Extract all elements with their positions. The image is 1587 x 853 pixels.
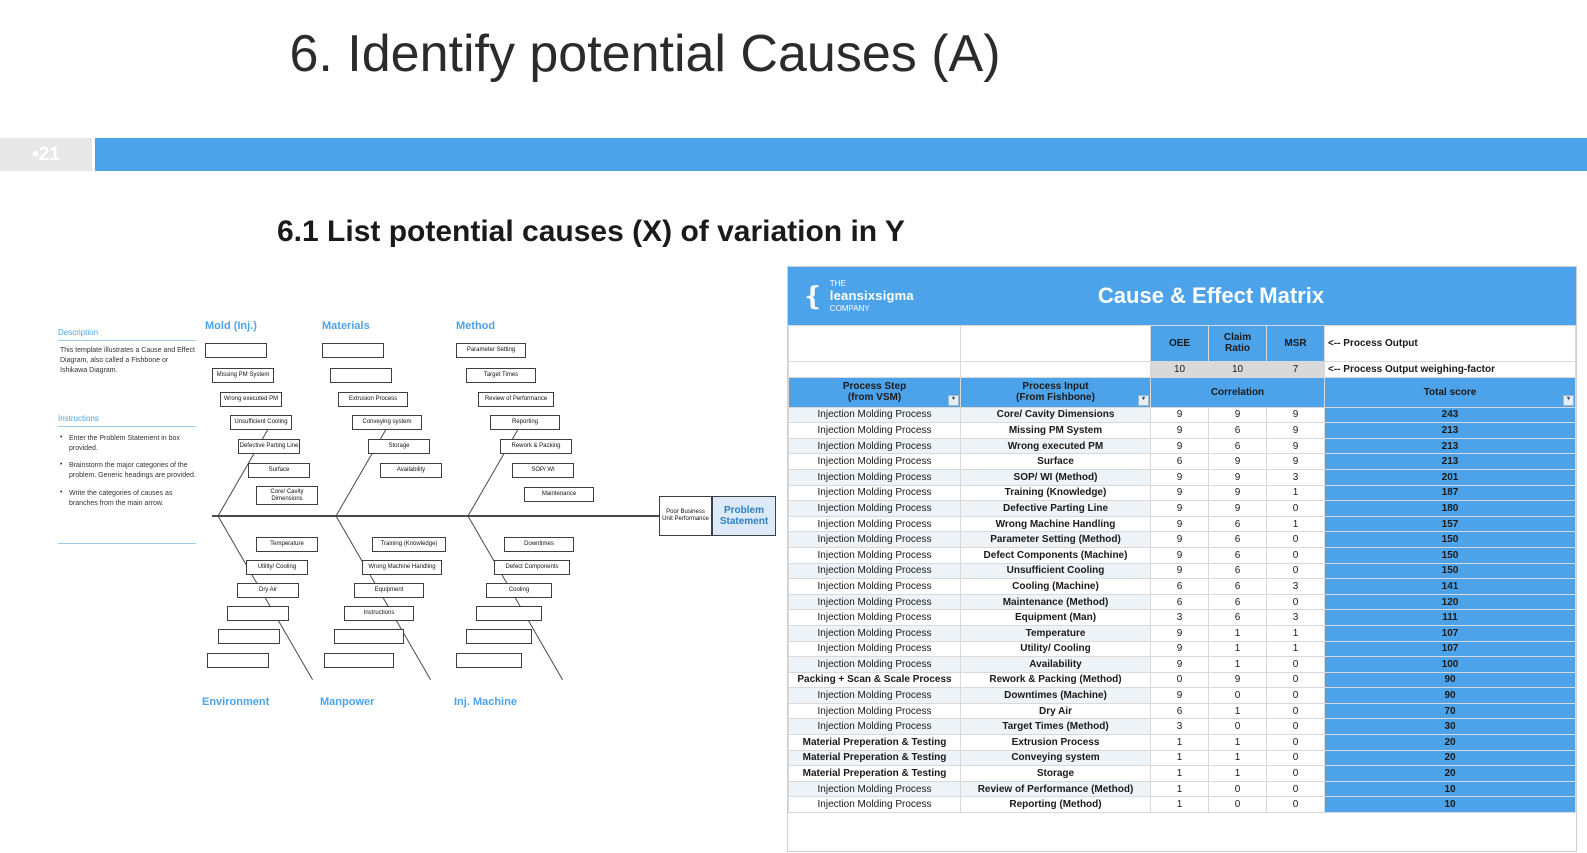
cell-correlation-claim: 9 — [1209, 407, 1267, 423]
cause-box — [218, 629, 280, 644]
cell-correlation-msr: 3 — [1267, 469, 1325, 485]
cell-process-input: Review of Performance (Method) — [961, 781, 1151, 797]
cell-total-score: 213 — [1325, 423, 1576, 439]
cell-process-input: Dry Air — [961, 703, 1151, 719]
cause-box: Conveying system — [352, 415, 422, 430]
column-header-total-score[interactable] — [1325, 377, 1576, 407]
cell-correlation-msr: 1 — [1267, 625, 1325, 641]
cell-correlation-msr: 0 — [1267, 735, 1325, 751]
cell-correlation-oee: 6 — [1151, 703, 1209, 719]
cell-total-score: 213 — [1325, 454, 1576, 470]
output-header-oee: OEE — [1151, 326, 1209, 362]
cell-correlation-oee: 9 — [1151, 407, 1209, 423]
cause-box: Cooling — [486, 583, 552, 598]
filter-icon[interactable]: ▾ — [1563, 395, 1574, 406]
cell-process-step: Packing + Scan & Scale Process — [789, 672, 961, 688]
cell-process-step: Injection Molding Process — [789, 485, 961, 501]
cause-box — [324, 653, 394, 668]
cell-correlation-msr: 0 — [1267, 594, 1325, 610]
cell-correlation-msr: 3 — [1267, 579, 1325, 595]
cell-total-score: 213 — [1325, 438, 1576, 454]
cell-total-score: 100 — [1325, 657, 1576, 673]
cell-correlation-claim: 6 — [1209, 438, 1267, 454]
cause-box: Surface — [248, 463, 310, 478]
filter-icon[interactable]: ▾ — [1138, 395, 1149, 406]
cell-correlation-oee: 9 — [1151, 532, 1209, 548]
logo-mark-icon: ❴ — [802, 281, 824, 311]
column-header-process-step[interactable] — [789, 377, 961, 407]
category-label-mold: Mold (Inj.) — [205, 320, 257, 332]
cause-effect-matrix — [787, 266, 1577, 852]
problem-statement-box: Problem Statement — [712, 496, 776, 536]
table-row — [789, 657, 1576, 673]
cell-correlation-claim: 1 — [1209, 657, 1267, 673]
cell-correlation-msr: 0 — [1267, 703, 1325, 719]
cell-correlation-claim: 9 — [1209, 672, 1267, 688]
cell-correlation-claim: 0 — [1209, 781, 1267, 797]
cell-correlation-msr: 9 — [1267, 438, 1325, 454]
cause-box: Missing PM System — [212, 368, 274, 383]
cell-correlation-oee: 3 — [1151, 719, 1209, 735]
cell-process-step: Injection Molding Process — [789, 610, 961, 626]
table-row — [789, 547, 1576, 563]
cell-process-input: Conveying system — [961, 750, 1151, 766]
description-rule — [58, 340, 196, 341]
cell-process-step: Injection Molding Process — [789, 438, 961, 454]
table-row — [789, 703, 1576, 719]
column-header-process-input[interactable] — [961, 377, 1151, 407]
cell-correlation-claim: 6 — [1209, 579, 1267, 595]
cell-correlation-claim: 9 — [1209, 485, 1267, 501]
cell-correlation-msr: 0 — [1267, 719, 1325, 735]
cell-correlation-oee: 1 — [1151, 750, 1209, 766]
cell-total-score: 150 — [1325, 532, 1576, 548]
cell-correlation-msr: 0 — [1267, 781, 1325, 797]
cell-correlation-oee: 1 — [1151, 766, 1209, 782]
cause-box: Dry Air — [237, 583, 299, 598]
table-row — [789, 625, 1576, 641]
column-header-process-input-line2: (From Fishbone) — [1016, 392, 1095, 404]
cause-box: Utility/ Cooling — [246, 560, 308, 575]
cause-box — [205, 343, 267, 358]
cell-total-score: 107 — [1325, 641, 1576, 657]
matrix-header — [788, 267, 1576, 325]
table-row — [789, 438, 1576, 454]
cell-correlation-msr: 0 — [1267, 766, 1325, 782]
cell-process-step: Material Preperation & Testing — [789, 750, 961, 766]
table-row — [789, 688, 1576, 704]
cell-correlation-msr: 0 — [1267, 563, 1325, 579]
cell-correlation-oee: 9 — [1151, 657, 1209, 673]
column-header-process-step-line1: Process Step — [842, 381, 907, 393]
table-row — [789, 797, 1576, 813]
table-row-weighting — [789, 362, 1576, 378]
cell-process-step: Material Preperation & Testing — [789, 735, 961, 751]
category-label-environment: Environment — [202, 696, 270, 708]
cell-total-score: 180 — [1325, 501, 1576, 517]
matrix-rows-body — [789, 407, 1576, 812]
cause-box — [207, 653, 269, 668]
cell-process-step: Injection Molding Process — [789, 469, 961, 485]
cell-process-step: Injection Molding Process — [789, 688, 961, 704]
table-row — [789, 719, 1576, 735]
cell-correlation-oee: 1 — [1151, 781, 1209, 797]
cell-correlation-claim: 1 — [1209, 625, 1267, 641]
cell-total-score: 150 — [1325, 547, 1576, 563]
cell-process-input: Unsufficient Cooling — [961, 563, 1151, 579]
table-row — [789, 750, 1576, 766]
category-label-manpower: Manpower — [320, 696, 375, 708]
table-row — [789, 469, 1576, 485]
cell-correlation-oee: 9 — [1151, 501, 1209, 517]
cause-box: Defect Components — [494, 560, 570, 575]
cell-correlation-claim: 6 — [1209, 532, 1267, 548]
cell-total-score: 141 — [1325, 579, 1576, 595]
table-row-output-header — [789, 326, 1576, 362]
cell-correlation-oee: 9 — [1151, 423, 1209, 439]
cell-correlation-claim: 9 — [1209, 469, 1267, 485]
cell-process-step: Injection Molding Process — [789, 657, 961, 673]
column-header-correlation: Correlation — [1151, 377, 1325, 407]
cell-total-score: 20 — [1325, 766, 1576, 782]
table-row — [789, 594, 1576, 610]
table-row-column-headers — [789, 377, 1576, 407]
description-text: This template illustrates a Cause and Effect Diagram, also called a Fishbone or Ishikawa Diagram. — [60, 347, 195, 375]
cell-process-step: Injection Molding Process — [789, 625, 961, 641]
filter-icon[interactable]: ▾ — [948, 395, 959, 406]
table-row — [789, 563, 1576, 579]
cause-box: Unsufficient Cooling — [230, 415, 292, 430]
cell-process-step: Injection Molding Process — [789, 797, 961, 813]
cause-box: Core/ Cavity Dimensions — [256, 486, 318, 505]
weight-oee: 10 — [1151, 362, 1209, 378]
cell-total-score: 10 — [1325, 797, 1576, 813]
cell-total-score: 20 — [1325, 750, 1576, 766]
cell-correlation-claim: 6 — [1209, 610, 1267, 626]
cell-correlation-msr: 1 — [1267, 516, 1325, 532]
page-number — [0, 138, 92, 171]
table-row — [789, 610, 1576, 626]
cell-total-score: 107 — [1325, 625, 1576, 641]
fishbone-diagram — [40, 310, 780, 730]
cause-box — [334, 629, 404, 644]
cell-correlation-oee: 9 — [1151, 469, 1209, 485]
cell-process-input: Availability — [961, 657, 1151, 673]
cell-process-input: Utility/ Cooling — [961, 641, 1151, 657]
cell-total-score: 120 — [1325, 594, 1576, 610]
table-row — [789, 516, 1576, 532]
cause-box: Equipment — [354, 583, 424, 598]
cell-correlation-oee: 9 — [1151, 563, 1209, 579]
cell-total-score: 30 — [1325, 719, 1576, 735]
table-row — [789, 485, 1576, 501]
cell-process-step: Injection Molding Process — [789, 781, 961, 797]
cell-process-step: Injection Molding Process — [789, 501, 961, 517]
category-label-machine: Inj. Machine — [454, 696, 517, 708]
cell-process-step: Injection Molding Process — [789, 594, 961, 610]
cell-correlation-claim: 1 — [1209, 766, 1267, 782]
table-row — [789, 407, 1576, 423]
column-header-process-step-line2: (from VSM) — [847, 392, 902, 404]
weight-msr: 7 — [1267, 362, 1325, 378]
column-header-total-score-label: Total score — [1423, 386, 1477, 398]
cell-correlation-oee: 9 — [1151, 485, 1209, 501]
cell-correlation-claim: 1 — [1209, 641, 1267, 657]
matrix-title: Cause & Effect Matrix — [1097, 283, 1325, 308]
table-row — [789, 781, 1576, 797]
cell-correlation-oee: 0 — [1151, 672, 1209, 688]
cause-box: Extrusion Process — [338, 392, 408, 407]
cell-process-input: Extrusion Process — [961, 735, 1151, 751]
cell-process-input: Parameter Setting (Method) — [961, 532, 1151, 548]
problem-statement-small: Poor Business Unit Performance — [659, 496, 712, 536]
page-title: 6. Identify potential Causes (A) — [289, 25, 1001, 83]
cell-correlation-msr: 9 — [1267, 454, 1325, 470]
cell-total-score: 20 — [1325, 735, 1576, 751]
cell-process-input: Surface — [961, 454, 1151, 470]
cause-box: Defective Parting Line — [238, 439, 300, 454]
description-heading: Description — [58, 328, 99, 337]
logo-top-word: THE — [829, 278, 846, 288]
cause-box: Temperature — [256, 537, 318, 552]
cell-correlation-msr: 3 — [1267, 610, 1325, 626]
cell-correlation-claim: 9 — [1209, 501, 1267, 517]
table-row — [789, 766, 1576, 782]
cell-correlation-claim: 6 — [1209, 563, 1267, 579]
cell-process-step: Injection Molding Process — [789, 703, 961, 719]
cell-correlation-claim: 1 — [1209, 750, 1267, 766]
cell-process-input: Defect Components (Machine) — [961, 547, 1151, 563]
instruction-item: • Write the categories of causes as branches from the main arrow. — [60, 489, 200, 509]
cause-box: Instructions — [344, 606, 414, 621]
cell-process-step: Injection Molding Process — [789, 579, 961, 595]
cause-box — [476, 606, 542, 621]
cell-correlation-msr: 0 — [1267, 547, 1325, 563]
cause-box: Reporting — [490, 415, 560, 430]
note-weighting-factor: <-- Process Output weighing-factor — [1325, 362, 1576, 378]
cell-process-step: Injection Molding Process — [789, 516, 961, 532]
cell-process-step: Injection Molding Process — [789, 407, 961, 423]
blank-cell — [961, 326, 1151, 362]
table-row — [789, 532, 1576, 548]
cell-correlation-msr: 0 — [1267, 672, 1325, 688]
fishbone-spine — [212, 515, 672, 517]
cell-correlation-claim: 1 — [1209, 703, 1267, 719]
band-accent — [95, 138, 1587, 171]
cell-process-input: Maintenance (Method) — [961, 594, 1151, 610]
cause-box: Review of Performance — [478, 392, 554, 407]
cell-correlation-oee: 6 — [1151, 594, 1209, 610]
cause-box: SOP/ WI — [512, 463, 574, 478]
cause-box — [466, 629, 532, 644]
instructions-rule-top — [58, 426, 196, 427]
cell-total-score: 90 — [1325, 688, 1576, 704]
cause-box — [330, 368, 392, 383]
cell-correlation-oee: 6 — [1151, 579, 1209, 595]
cell-process-input: Downtimes (Machine) — [961, 688, 1151, 704]
instruction-item: • Brainstorm the major categories of the problem. Generic headings are provided. — [60, 461, 200, 481]
weight-claim-ratio: 10 — [1209, 362, 1267, 378]
cell-correlation-msr: 0 — [1267, 688, 1325, 704]
cell-correlation-msr: 0 — [1267, 797, 1325, 813]
page-number-band — [0, 138, 1587, 171]
cell-correlation-msr: 1 — [1267, 485, 1325, 501]
logo-text — [830, 279, 914, 313]
cell-total-score: 111 — [1325, 610, 1576, 626]
cell-correlation-oee: 3 — [1151, 610, 1209, 626]
cell-process-input: Temperature — [961, 625, 1151, 641]
cell-process-input: Defective Parting Line — [961, 501, 1151, 517]
cause-box — [456, 653, 522, 668]
cause-box — [322, 343, 384, 358]
cell-process-input: Reporting (Method) — [961, 797, 1151, 813]
cell-process-input: Cooling (Machine) — [961, 579, 1151, 595]
table-row — [789, 735, 1576, 751]
table-row — [789, 579, 1576, 595]
cell-correlation-oee: 9 — [1151, 625, 1209, 641]
table-row — [789, 454, 1576, 470]
cell-correlation-claim: 6 — [1209, 423, 1267, 439]
cell-process-step: Injection Molding Process — [789, 563, 961, 579]
cell-total-score: 157 — [1325, 516, 1576, 532]
output-header-claim-ratio: Claim Ratio — [1209, 326, 1267, 362]
blank-cell — [789, 362, 961, 378]
cause-box: Availability — [380, 463, 442, 478]
cell-correlation-msr: 9 — [1267, 423, 1325, 439]
cell-total-score: 10 — [1325, 781, 1576, 797]
cell-correlation-claim: 6 — [1209, 516, 1267, 532]
cell-correlation-claim: 6 — [1209, 594, 1267, 610]
cause-box: Storage — [368, 439, 430, 454]
output-header-msr: MSR — [1267, 326, 1325, 362]
page-number-value: 21 — [38, 143, 60, 165]
cell-process-step: Injection Molding Process — [789, 532, 961, 548]
cell-correlation-claim: 6 — [1209, 547, 1267, 563]
cell-process-input: SOP/ WI (Method) — [961, 469, 1151, 485]
cell-process-step: Injection Molding Process — [789, 423, 961, 439]
cell-process-input: Rework & Packing (Method) — [961, 672, 1151, 688]
cell-process-step: Material Preperation & Testing — [789, 766, 961, 782]
cell-total-score: 150 — [1325, 563, 1576, 579]
instructions-list — [60, 434, 200, 516]
cause-box: Target Times — [466, 368, 536, 383]
cell-correlation-msr: 0 — [1267, 532, 1325, 548]
cell-total-score: 201 — [1325, 469, 1576, 485]
cell-process-step: Injection Molding Process — [789, 454, 961, 470]
cell-process-step: Injection Molding Process — [789, 641, 961, 657]
cell-process-input: Storage — [961, 766, 1151, 782]
cause-box: Wrong executed PM — [220, 392, 282, 407]
category-label-method: Method — [456, 320, 496, 332]
table-row — [789, 423, 1576, 439]
instruction-item: • Enter the Problem Statement in box provided. — [60, 434, 200, 454]
section-subtitle: 6.1 List potential causes (X) of variation in Y — [277, 215, 905, 248]
cell-total-score: 90 — [1325, 672, 1576, 688]
blank-cell — [789, 326, 961, 362]
table-row — [789, 501, 1576, 517]
cell-correlation-msr: 1 — [1267, 641, 1325, 657]
instructions-rule-bottom — [58, 543, 196, 544]
blank-cell — [961, 362, 1151, 378]
cell-correlation-oee: 6 — [1151, 454, 1209, 470]
cell-correlation-oee: 9 — [1151, 547, 1209, 563]
note-process-output: <-- Process Output — [1325, 326, 1576, 362]
cell-process-step: Injection Molding Process — [789, 719, 961, 735]
logo-brand: leansixsigma — [829, 288, 914, 304]
company-logo — [788, 267, 966, 325]
cell-process-input: Core/ Cavity Dimensions — [961, 407, 1151, 423]
cell-process-input: Target Times (Method) — [961, 719, 1151, 735]
cause-box: Parameter Setting — [456, 343, 526, 358]
cause-box: Downtimes — [504, 537, 574, 552]
instructions-heading: Instructions — [58, 414, 99, 423]
cell-correlation-msr: 0 — [1267, 657, 1325, 673]
cell-correlation-oee: 9 — [1151, 438, 1209, 454]
cause-box: Rework & Packing — [500, 439, 572, 454]
logo-bottom-word: COMPANY — [829, 303, 870, 313]
cell-correlation-claim: 0 — [1209, 688, 1267, 704]
cell-process-input: Wrong executed PM — [961, 438, 1151, 454]
cell-correlation-claim: 9 — [1209, 454, 1267, 470]
cell-process-input: Training (Knowledge) — [961, 485, 1151, 501]
cell-total-score: 70 — [1325, 703, 1576, 719]
cause-box: Maintenance — [524, 487, 594, 502]
cell-total-score: 243 — [1325, 407, 1576, 423]
cell-process-input: Equipment (Man) — [961, 610, 1151, 626]
cell-total-score: 187 — [1325, 485, 1576, 501]
cell-correlation-oee: 1 — [1151, 735, 1209, 751]
cell-correlation-claim: 1 — [1209, 735, 1267, 751]
cell-correlation-msr: 0 — [1267, 501, 1325, 517]
cause-box — [227, 606, 289, 621]
page-number-bullet: • — [32, 143, 39, 165]
cell-process-input: Missing PM System — [961, 423, 1151, 439]
category-label-materials: Materials — [322, 320, 370, 332]
cell-correlation-msr: 9 — [1267, 407, 1325, 423]
cell-correlation-claim: 0 — [1209, 719, 1267, 735]
cell-correlation-msr: 0 — [1267, 750, 1325, 766]
cell-correlation-oee: 9 — [1151, 516, 1209, 532]
cell-correlation-oee: 9 — [1151, 688, 1209, 704]
column-header-process-input-line1: Process Input — [1022, 381, 1089, 393]
cell-correlation-claim: 0 — [1209, 797, 1267, 813]
cell-process-step: Injection Molding Process — [789, 547, 961, 563]
matrix-table — [788, 325, 1576, 813]
cell-process-input: Wrong Machine Handling — [961, 516, 1151, 532]
cell-correlation-oee: 1 — [1151, 797, 1209, 813]
table-row — [789, 672, 1576, 688]
table-row — [789, 641, 1576, 657]
cause-box: Wrong Machine Handling — [362, 560, 442, 575]
cause-box: Training (Knowledge) — [372, 537, 446, 552]
cell-correlation-oee: 9 — [1151, 641, 1209, 657]
